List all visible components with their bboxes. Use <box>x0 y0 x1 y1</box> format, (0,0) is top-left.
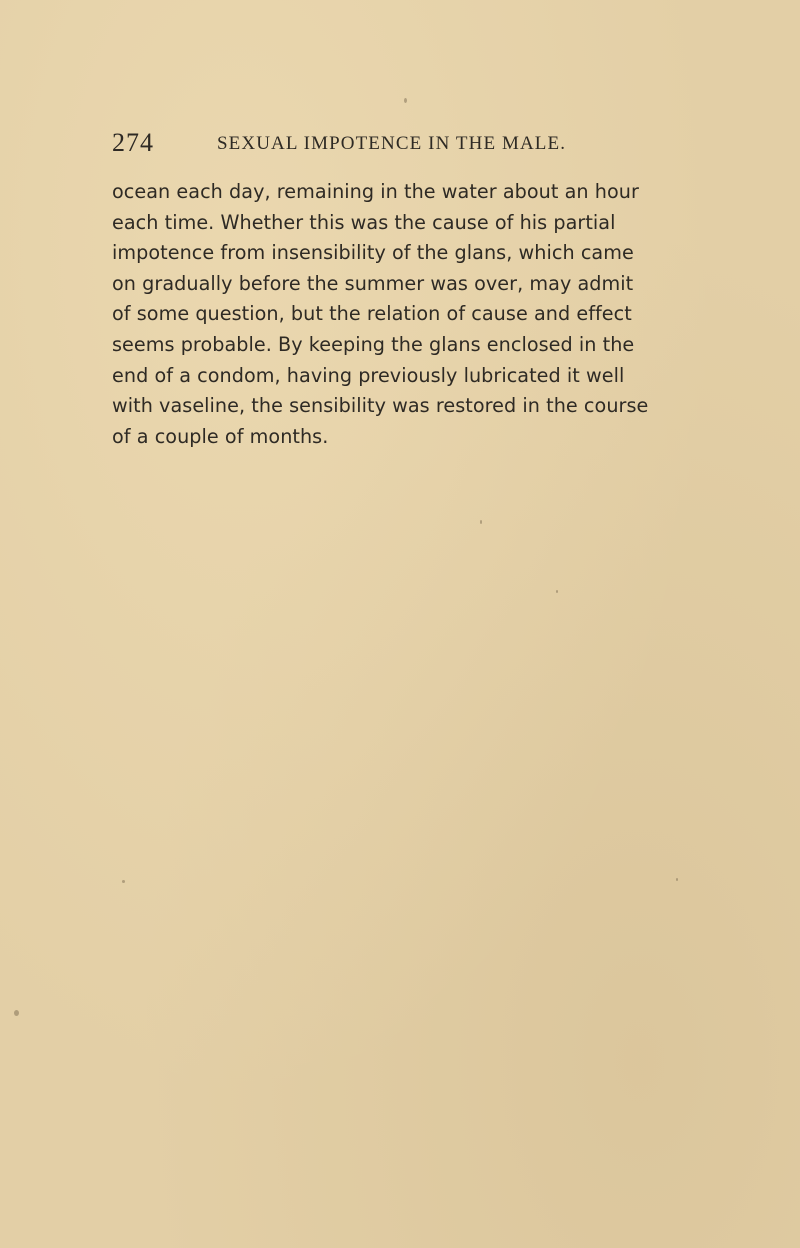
text-line: of some question, but the relation of cause and effect <box>112 302 632 326</box>
paper-speck <box>14 1010 19 1016</box>
running-head <box>112 128 692 168</box>
text-line: with vaseline, the sensibility was restored in the course <box>112 394 649 418</box>
paper-speck <box>404 98 407 103</box>
text-line: end of a condom, having previously lubricated it well <box>112 363 625 387</box>
paper-speck <box>122 880 125 883</box>
text-line: seems probable. By keeping the glans enclosed in the <box>112 332 635 356</box>
text-line: on gradually before the summer was over, may admit <box>112 271 634 295</box>
paper-speck <box>556 590 558 593</box>
text-line: impotence from insensibility of the glans, which came <box>112 241 634 265</box>
body-paragraph <box>112 177 687 452</box>
text-line: each time. Whether this was the cause of his partial <box>112 210 616 234</box>
running-title: SEXUAL IMPOTENCE IN THE MALE. <box>217 133 567 154</box>
text-line: of a couple of months. <box>112 424 329 448</box>
page-number: 274 <box>112 128 154 157</box>
paper-speck <box>480 520 482 524</box>
text-line: ocean each day, remaining in the water about an hour <box>112 180 639 203</box>
paper-speck <box>676 878 678 881</box>
